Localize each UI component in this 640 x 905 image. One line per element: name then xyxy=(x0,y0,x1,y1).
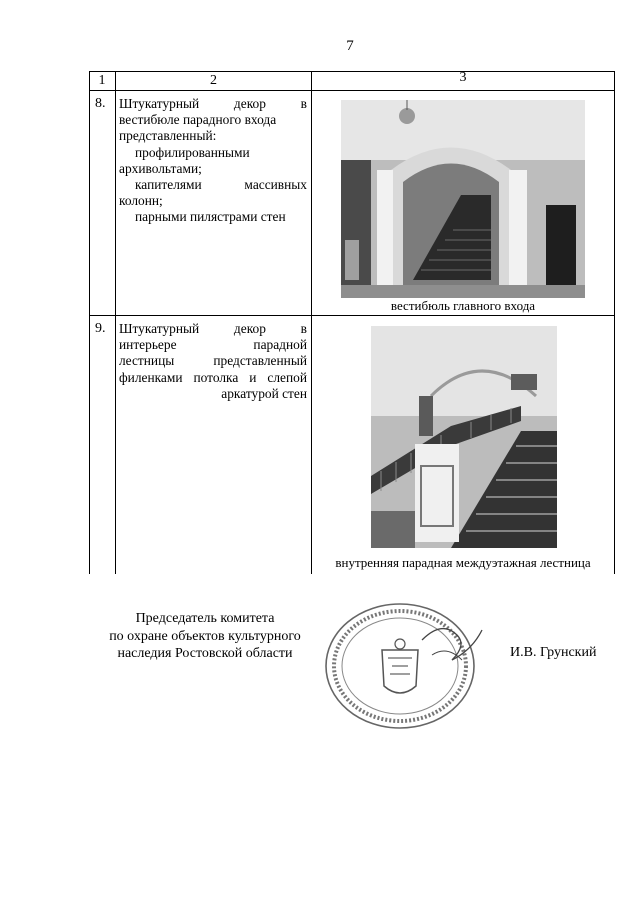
header-col-1: 1 xyxy=(98,73,106,88)
description-line: Штукатурный декор в xyxy=(119,321,307,336)
header-col-3: 3 xyxy=(459,70,467,85)
signatory-title-line: по охране объектов культурного xyxy=(109,628,301,644)
description-line: Штукатурный декор в xyxy=(119,96,307,111)
row-8-caption: вестибюль главного входа xyxy=(390,298,536,313)
row-9-number: 9. xyxy=(95,321,106,336)
signatory-title-line: Председатель комитета xyxy=(135,611,275,626)
description-line: интерьере парадной xyxy=(119,337,307,353)
staircase-photo xyxy=(371,326,557,548)
table-border-right xyxy=(614,71,615,574)
description-line: филенками потолка и слепой xyxy=(119,369,307,385)
table-border-left xyxy=(89,71,90,574)
table-col-divider-1 xyxy=(115,71,116,574)
description-line: профилированными xyxy=(135,144,250,160)
row-9-description xyxy=(119,321,307,402)
description-line: капителями массивных xyxy=(135,177,307,193)
table-header-divider xyxy=(89,90,615,91)
description-line: парными пилястрами стен xyxy=(135,209,286,225)
header-col-2: 2 xyxy=(210,73,217,88)
row-8-description xyxy=(119,96,307,226)
description-line: аркатурой стен xyxy=(221,385,307,401)
description-line: лестницы представленный xyxy=(119,353,307,369)
row-9-caption: внутренняя парадная междуэтажная лестница xyxy=(335,555,591,570)
table-col-divider-2 xyxy=(311,71,312,574)
signatory-title-line: наследия Ростовской области xyxy=(117,646,293,661)
page-number: 7 xyxy=(346,38,354,54)
table-row-divider xyxy=(89,315,615,316)
official-seal xyxy=(322,600,486,732)
vestibule-photo xyxy=(341,100,585,298)
description-line: колонн; xyxy=(119,193,163,209)
signatory-name: И.В. Грунский xyxy=(510,645,597,660)
signatory-title xyxy=(75,610,335,663)
row-8-number: 8. xyxy=(95,96,106,111)
description-line: представленный: xyxy=(119,128,217,144)
description-line: вестибюле парадного входа xyxy=(119,112,277,128)
description-line: архивольтами; xyxy=(119,160,202,176)
